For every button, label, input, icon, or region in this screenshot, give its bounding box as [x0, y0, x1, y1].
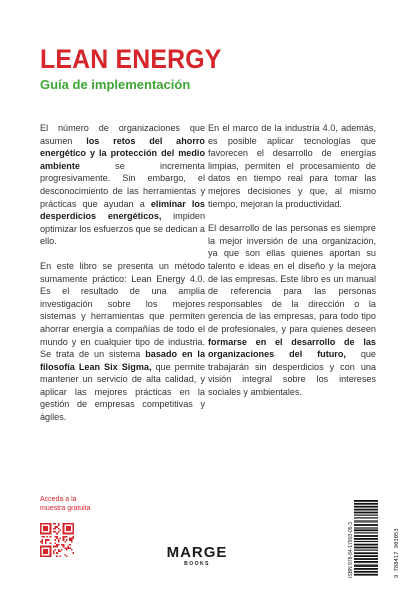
body-text: impiden optimizar los esfuerzos que se dedican a ello.	[40, 211, 206, 247]
emphasis-text: eliminar los desperdicios energéticos,	[40, 198, 205, 222]
emphasis-text: formarse en el desarrollo de las organizaciones del futuro,	[208, 336, 376, 360]
publisher-logo	[162, 544, 232, 578]
barcode-icon	[340, 498, 380, 578]
book-subtitle: Guía de implementación	[40, 77, 191, 92]
emphasis-text: los retos del ahorro energético y la protección del medio ambiente	[40, 135, 205, 171]
sample-access-label: Acceda a la muestra gratuita	[40, 496, 91, 512]
publisher-name: MARGE	[166, 544, 228, 561]
body-text: El número de organizaciones que asumen	[40, 123, 205, 146]
book-title: LEAN ENERGY	[40, 44, 222, 74]
right-paragraph-2	[208, 222, 376, 398]
emphasis-text: basado en la filosofía Lean Six Sigma,	[40, 349, 206, 372]
body-text: El desarrollo de las personas es siempre la mejor inversión de una organización, ya que son ellas quienes aportan su talento e ideas en el diseño y la mejora de las empresas. Este libro es un manual de referencia para las personas responsables de la dirección o la gerencia de las empresas, para todo tipo de profesionales, y para quienes deseen	[208, 223, 376, 334]
body-text: que trabajarán sin desperdicios y con una visión integral sobre los intereses sociales y ambientales.	[208, 349, 376, 397]
isbn-text: ISBN 978-84-17903-05-3	[348, 522, 354, 578]
body-text: En el marco de la industria 4.0, además, es posible aplicar tecnologías que favorecen el desarrollo de energías limpias, permiten el procesamiento de datos en tiempo real para tomar las mejores decisiones y que, al mismo tiempo, mejoran la productividad.	[208, 123, 376, 209]
publisher-imprint: BOOKS	[184, 561, 210, 567]
right-paragraph-1	[208, 122, 376, 210]
body-text: que permite mantener un servicio de alta calidad, y aplicar las mejores prácticas en la gestión de empresas competitivas y ágiles.	[40, 361, 205, 423]
body-text: se incrementa progresivamente. Sin embargo, el desconocimiento de las herramientas y prácticas que ayudan a	[40, 160, 205, 209]
ean-number: 9 788417 903053	[394, 528, 400, 578]
left-column	[40, 122, 205, 436]
left-paragraph-2	[40, 260, 205, 424]
qr-code-icon[interactable]	[40, 523, 74, 557]
body-text: En este libro se presenta un método sumamente práctico: Lean Energy 4.0. Es el resultado de una amplia investigación sobre los mejores sistemas y herramientas que permiten ahorrar energía a compañías de todo el mundo y en cualquier tipo de industria. Se trata de un sistema	[40, 260, 205, 360]
right-column	[208, 122, 376, 410]
left-paragraph-1	[40, 122, 205, 248]
